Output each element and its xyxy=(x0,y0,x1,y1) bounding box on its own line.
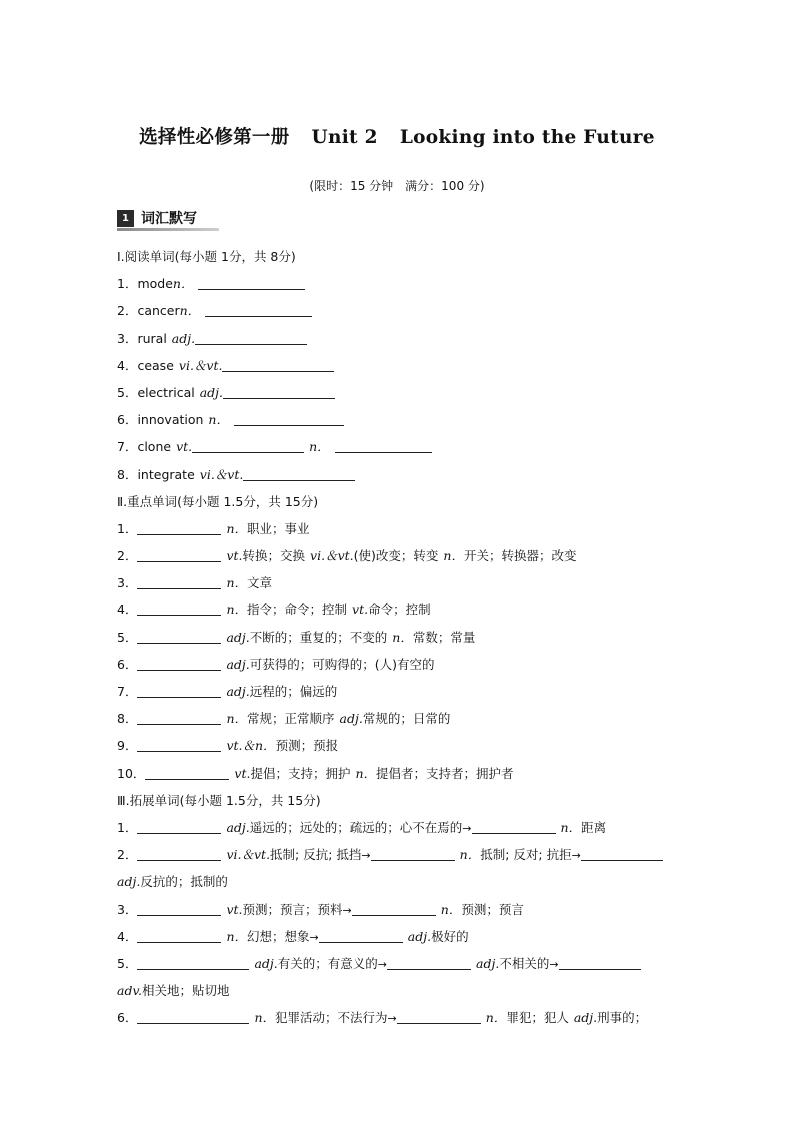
answer-blank[interactable] xyxy=(581,846,663,861)
list-item: 7． adj.远程的；偏远的 xyxy=(117,684,338,699)
answer-blank[interactable] xyxy=(559,955,641,970)
list-item: 2．cancern． xyxy=(117,297,682,324)
answer-blank[interactable] xyxy=(352,901,436,916)
section-header xyxy=(117,207,197,229)
list-item-continuation: adv.相关地；贴切地 xyxy=(117,983,230,999)
list-item: 1．moden． xyxy=(117,270,682,297)
list-item: 2． vt.转换；交换 vi.＆vt.(使)改变；转变 n．开关；转换器；改变 xyxy=(117,548,577,564)
answer-blank[interactable] xyxy=(137,846,221,861)
list-item: 1． n．职业；事业 xyxy=(117,520,310,536)
list-item: 3． n．文章 xyxy=(117,575,273,591)
answer-blank[interactable] xyxy=(137,656,221,671)
answer-blank[interactable] xyxy=(137,683,221,698)
part1-heading: Ⅰ.阅读单词(每小题 1分，共 8分) xyxy=(117,249,296,264)
answer-blank[interactable] xyxy=(137,901,221,916)
list-item: 5． adj.不断的；重复的；不变的 n．常数；常量 xyxy=(117,629,476,645)
list-item: 4．cease vi.＆vt. xyxy=(117,352,682,379)
part3-heading: Ⅲ.拓展单词(每小题 1.5分，共 15分) xyxy=(117,792,321,808)
answer-blank[interactable] xyxy=(137,574,221,589)
answer-blank[interactable] xyxy=(223,384,335,399)
arrow-icon: → xyxy=(377,957,387,971)
list-item: 3．rural adj. xyxy=(117,325,682,352)
list-item: 6． adj.可获得的；可购得的；(人)有空的 xyxy=(117,656,435,672)
answer-blank[interactable] xyxy=(137,520,221,535)
arrow-icon: → xyxy=(571,849,581,863)
list-item: 4． n．幻想；想象→ adj.极好的 xyxy=(117,928,469,944)
answer-blank[interactable] xyxy=(137,955,249,970)
answer-blank[interactable] xyxy=(192,438,304,453)
arrow-icon: → xyxy=(549,957,559,971)
section-label: 词汇默写 xyxy=(141,211,197,227)
answer-blank[interactable] xyxy=(137,547,221,562)
section-underline xyxy=(117,228,219,231)
part2-heading: Ⅱ.重点单词(每小题 1.5分，共 15分) xyxy=(117,493,319,509)
answer-blank[interactable] xyxy=(472,819,556,834)
answer-blank[interactable] xyxy=(319,928,403,943)
section-number-badge: 1 xyxy=(117,210,134,227)
list-item: 4． n．指令；命令；控制 vt.命令；控制 xyxy=(117,602,431,618)
answer-blank[interactable] xyxy=(371,846,455,861)
answer-blank[interactable] xyxy=(335,438,432,453)
title-book: 选择性必修第一册 xyxy=(139,127,290,148)
answer-blank[interactable] xyxy=(137,1009,249,1024)
answer-blank[interactable] xyxy=(243,466,355,481)
answer-blank[interactable] xyxy=(234,411,344,426)
arrow-icon: → xyxy=(462,821,472,835)
answer-blank[interactable] xyxy=(397,1009,481,1024)
answer-blank[interactable] xyxy=(137,928,221,943)
answer-blank[interactable] xyxy=(222,357,334,372)
exercise-body xyxy=(117,243,682,1031)
answer-blank[interactable] xyxy=(137,737,221,752)
list-item: 3． vt.预测；预言；预料→ n．预测；预言 xyxy=(117,901,524,917)
list-item: 1． adj.遥远的；远处的；疏远的；心不在焉的→ n．距离 xyxy=(117,819,607,835)
answer-blank[interactable] xyxy=(145,765,229,780)
list-item: 8． n．常规；正常顺序 adj.常规的；日常的 xyxy=(117,711,451,727)
answer-blank[interactable] xyxy=(137,629,221,644)
answer-blank[interactable] xyxy=(137,710,221,725)
title-topic: Looking into the Future xyxy=(399,127,655,148)
arrow-icon: → xyxy=(361,849,371,863)
answer-blank[interactable] xyxy=(137,601,221,616)
answer-blank[interactable] xyxy=(198,275,305,290)
list-item: 5．electrical adj. xyxy=(117,379,682,406)
list-item: 8．integrate vi.＆vt. xyxy=(117,461,682,488)
list-item: 9． vt.＆n．预测；预报 xyxy=(117,738,339,754)
answer-blank[interactable] xyxy=(387,955,471,970)
list-item: 6． n．犯罪活动；不法行为→ n．罪犯；犯人 adj.刑事的； xyxy=(117,1010,648,1026)
arrow-icon: → xyxy=(387,1012,397,1026)
answer-blank[interactable] xyxy=(195,330,307,345)
arrow-icon: → xyxy=(309,930,319,944)
arrow-icon: → xyxy=(342,903,352,917)
title-unit: Unit 2 xyxy=(311,127,378,148)
list-item-continuation: adj.反抗的；抵制的 xyxy=(117,874,228,890)
list-item: 5． adj.有关的；有意义的→ adj.不相关的→ xyxy=(117,950,682,977)
page-title xyxy=(0,123,794,149)
answer-blank[interactable] xyxy=(137,819,221,834)
list-item: 6．innovation n． xyxy=(117,406,682,433)
list-item: 2． vi.＆vt.抵制; 反抗; 抵挡→ n．抵制; 反对; 抗拒→ xyxy=(117,841,682,868)
answer-blank[interactable] xyxy=(205,302,312,317)
list-item: 7．clone vt. n． xyxy=(117,433,682,460)
time-score-note: (限时：15 分钟 满分：100 分) xyxy=(309,179,485,193)
list-item: 10． vt.提倡；支持；拥护 n．提倡者；支持者；拥护者 xyxy=(117,765,514,781)
